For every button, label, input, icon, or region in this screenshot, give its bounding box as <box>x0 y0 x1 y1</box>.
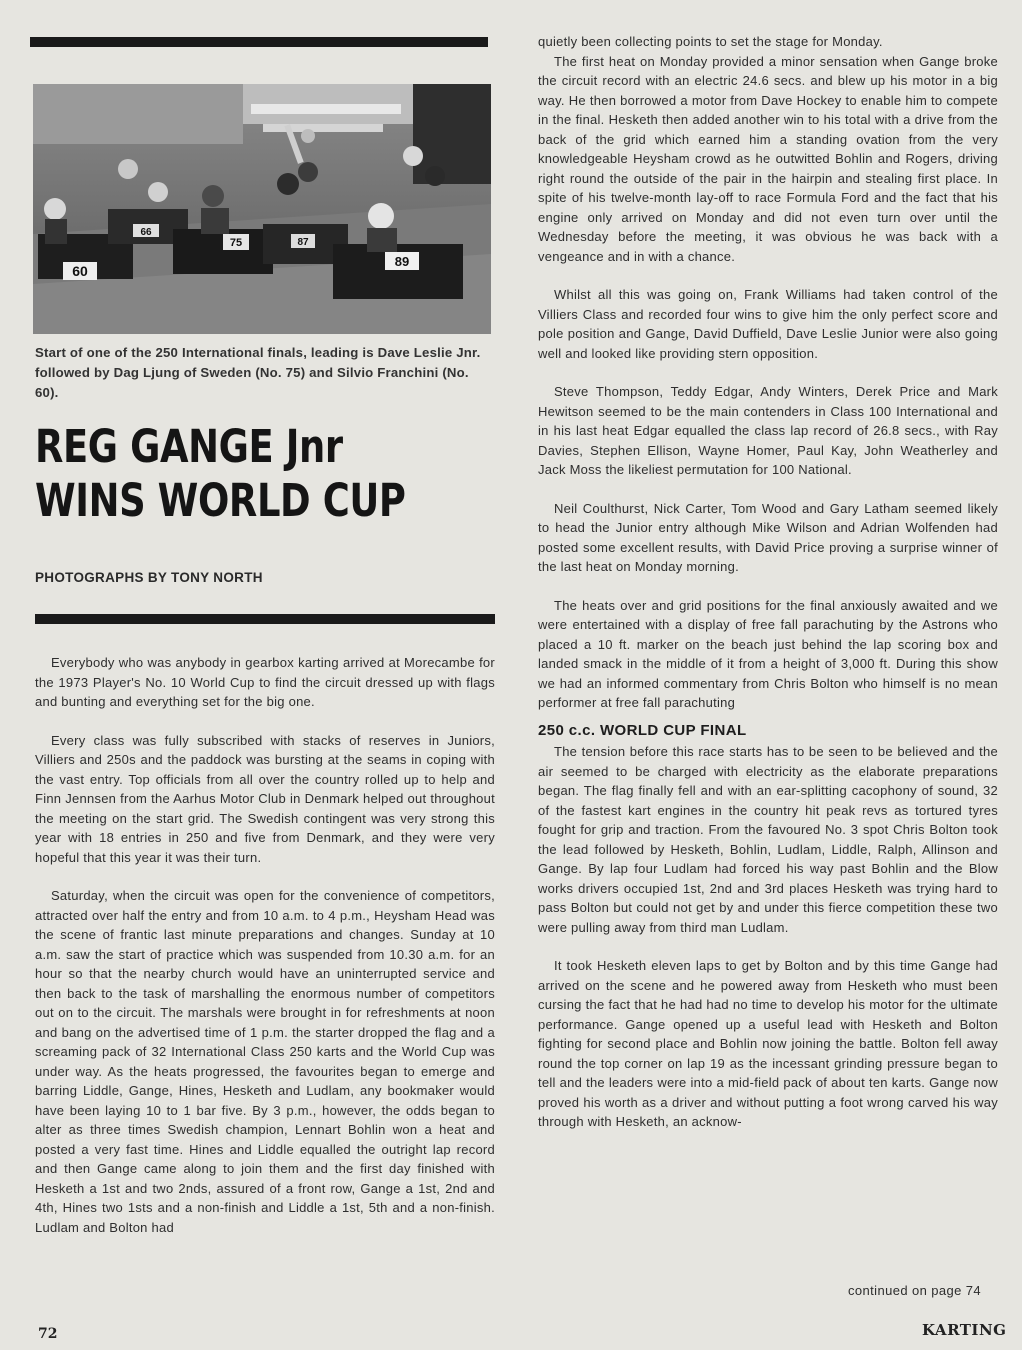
kart-number-60: 60 <box>72 263 88 279</box>
right-column-body <box>538 32 998 1132</box>
paragraph: The first heat on Monday provided a minor sensation when Gange broke the circuit record with an electric 24.6 secs. and blew up his motor in a big way. He then borrowed a motor from Dave Hockey to enable him to compete in the final. Hesketh then added another win to his total with a drive from the back of the grid which earned him a standing ovation from the very knowledgeable Heysham crowd as he outwitted Bohlin and Rogers, driving right round the outside of the pair in the hairpin and stealing first place. In spite of his twelve-month lay-off to race Formula Ford and the fact that his engine only arrived on Monday and did not even turn over until the Wednesday before the meeting, it was obvious he was back with a vengeance and in with a chance. <box>538 53 998 264</box>
kart-number-87: 87 <box>297 237 309 248</box>
paragraph: Steve Thompson, Teddy Edgar, Andy Winters, Derek Price and Mark Hewitson seemed to be the main contenders in Class 100 International and in his last heat Edgar equalled the class lap record of 26.8 secs., with Ray Davies, Stephen Ellison, Wayne Homer, Paul Kay, John Weatherley and Jack Moss the likeliest permutation for 100 National. <box>538 384 998 477</box>
headline-line-1: REG GANGE Jnr <box>35 420 343 473</box>
magazine-name: KARTING <box>922 1321 1007 1339</box>
continued-paragraph: quietly been collecting points to set the stage for Monday. <box>538 34 883 49</box>
race-start-photo <box>33 84 491 334</box>
paragraph: Everybody who was anybody in gearbox karting arrived at Morecambe for the 1973 Player's No. 10 World Cup to find the circuit dressed up with flags and bunting and everything set for the big one. <box>35 655 495 709</box>
kart-number-75: 75 <box>229 237 243 249</box>
continued-note: continued on page 74 <box>848 1283 982 1298</box>
article-headline <box>35 420 412 528</box>
top-rule <box>30 37 488 47</box>
section-heading: 250 c.c. WORLD CUP FINAL <box>538 721 747 739</box>
paragraph: The tension before this race starts has to be seen to be believed and the air seemed to be charged with electricity as the elaborate preparations began. The flag finally fell and with an ear-splitting cacophony of sound, 32 of the fastest kart engines in the country hit peak revs as tortured tyres fought for grip and traction. From the favoured No. 3 spot Chris Bolton took the lead followed by Hesketh, Bohlin, Ludlam, Liddle, Ralph, Allinson and Gange. By lap four Ludlam had forced his way past Bohlin and the Blow works drivers occupied 1st, 2nd and 3rd places Hesketh was trying hard to pass Bolton but could not get by and under this fierce competition these two were pulling away from third man Ludlam. <box>538 744 998 935</box>
kart-number-66: 66 <box>140 227 152 238</box>
left-column-body <box>35 653 495 1256</box>
kart-number-89: 89 <box>394 254 410 269</box>
headline-line-2: WINS WORLD CUP <box>35 474 406 527</box>
kart-race-illustration <box>33 84 491 334</box>
paragraph: The heats over and grid positions for the final anxiously awaited and we were entertained with a display of free fall parachuting by the Astrons who placed a 10 ft. marker on the beach just behind the lap scoring box and landed smack in the middle of it from a height of 3,000 ft. During this show we had an informed commentary from Chris Bolton who himself is no mean performer at free fall parachuting <box>538 597 998 710</box>
paragraph: Neil Coulthurst, Nick Carter, Tom Wood and Gary Latham seemed likely to head the Junior entry although Mike Wilson and Adrian Wolfenden had posted some excellent results, with David Price proving a surprise winner of the last heat on Monday morning. <box>538 500 998 574</box>
photo-credit: PHOTOGRAPHS BY TONY NORTH <box>35 570 263 585</box>
page-number: 72 <box>38 1326 58 1342</box>
paragraph: Every class was fully subscribed with stacks of reserves in Juniors, Villiers and 250s and the paddock was bursting at the seams in coping with the vast entry. Top officials from all over the country rolled up to help and Finn Jennsen from the Aarhus Motor Club in Denmark helped out throughout the meeting on the start grid. The Swedish contingent was very strong this year with 18 entries in 250 and five from Denmark, and they were very hopeful that this year it was their turn. <box>35 732 495 865</box>
photo-caption: Start of one of the 250 International finals, leading is Dave Leslie Jnr. followed by Dag Ljung of Sweden (No. 75) and Silvio Franchini (No. 60). <box>35 345 481 400</box>
paragraph: Saturday, when the circuit was open for the convenience of competitors, attracted over half the entry and from 10 a.m. to 4 p.m., Heysham Head was the scene of frantic last minute preparations and changes. Sunday at 10 a.m. saw the start of practice which was suspended from 10.30 a.m. for an hour so that the nearby church would have an uninterrupted service and then back to the task of marshalling the enormous number of competitors out on to the circuit. The marshals were brought in for refreshments at noon and bang on the advertised time of 1 p.m. the starter dropped the flag and a screaming pack of 32 International Class 250 karts and the World Cup was under way. As the heats progressed, the favourites began to emerge and barring Liddle, Gange, Hines, Hesketh and Ludlam, any bookmaker would have been laying 10 to 1 bar five. By 3 p.m., however, the odds began to alter as three times Swedish champion, Lennart Bohlin won a heat and posted a very fast time. Hines and Liddle equalled the outright lap record and then Gange came along to join them and the first day finished with Hesketh a 1st and two 2nds, assured of a front row, Gange a 1st, 2nd and 4th, Hines two 1sts and a non-finish and Liddle a 1st, 5th and a non-finish. Ludlam and Bolton had <box>35 888 495 1235</box>
paragraph: Whilst all this was going on, Frank Williams had taken control of the Villiers Class and recorded four wins to give him the only perfect score and pole position and Gange, David Duffield, Dave Leslie Junior were also going well and looked like providing stern opposition. <box>538 287 998 361</box>
paragraph: It took Hesketh eleven laps to get by Bolton and by this time Gange had arrived on the scene and he powered away from Hesketh who must been cursing the fact that he had had no time to develop his motor for the ultimate performance. Gange opened up a useful lead with Hesketh and Bolton fighting for second place and Bohlin now joining the battle. Bolton fell away round the top corner on lap 19 as the incessant grinding pressure began to tell and the leaders were into a mid-field pack of about ten karts. Gange now proved his worth as a driver and without putting a foot wrong carved his way through with Hesketh, an acknow- <box>538 958 998 1129</box>
section-rule <box>35 614 495 624</box>
